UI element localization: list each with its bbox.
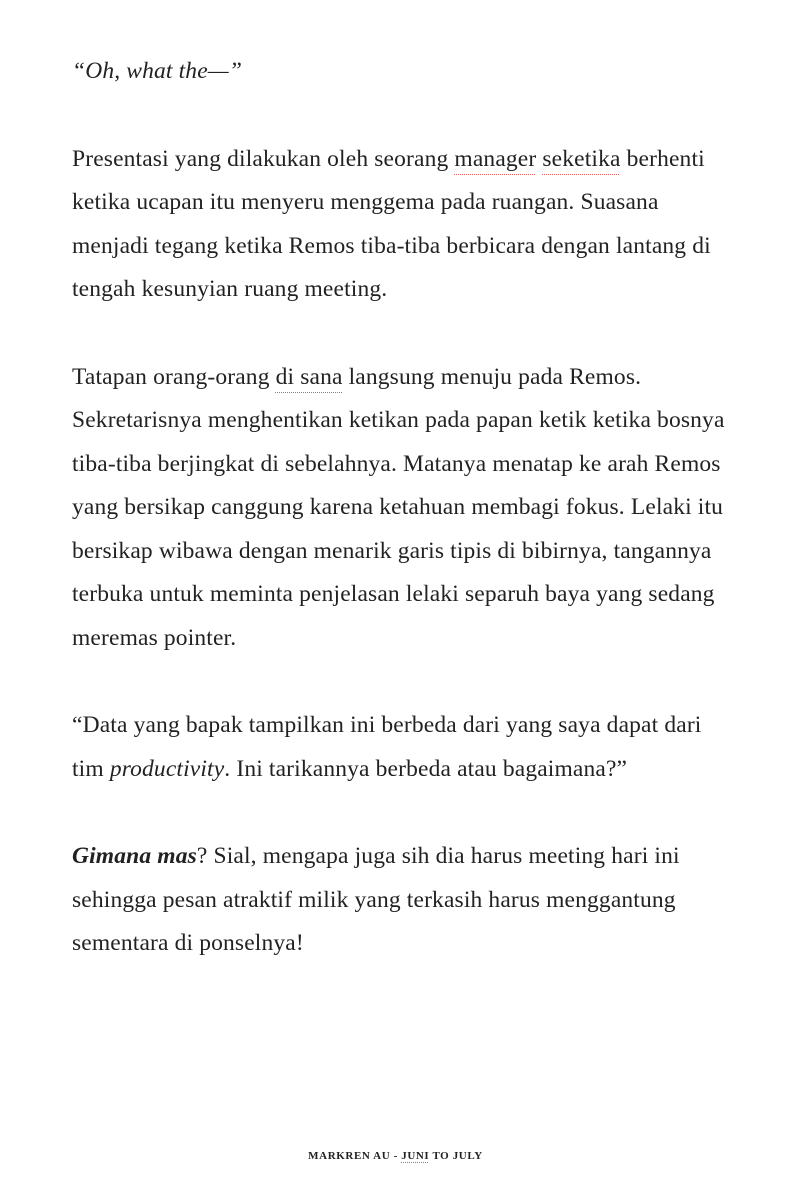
opening-quote: “Oh, what the—”	[72, 58, 243, 84]
paragraph-4	[72, 704, 732, 791]
footer-prefix: MARKREN AU -	[308, 1150, 402, 1162]
p4-text-b: . Ini tarikannya berbeda atau bagaimana?”	[224, 755, 628, 782]
p3-text-b: langsung menuju pada Remos. Sekretarisnya menghentikan ketikan pada papan ketik ketika bosnya tiba-tiba berjingkat di sebelahnya. Matanya menatap ke arah Remos yang bersikap canggung karena ketahuan membagi fokus. Lelaki itu bersikap wibawa dengan menarik garis tipis di bibirnya, tangannya terbuka untuk meminta penjelasan lelaki separuh baya yang sedang meremas pointer.	[72, 363, 725, 651]
p3-text-a: Tatapan orang-orang	[72, 363, 276, 390]
p5-text-b: ? Sial, mengapa juga sih dia harus meeting hari ini sehingga pesan atraktif milik yang terkasih harus menggantung sementara di ponselnya!	[72, 843, 680, 956]
paragraph-3	[72, 356, 732, 661]
paragraph-1	[72, 50, 732, 94]
word-manager: manager	[454, 145, 537, 172]
p2-text-b: berhenti ketika ucapan itu menyeru menggema pada ruangan. Suasana menjadi tegang ketika Remos tiba-tiba berbicara dengan lantang di tengah kesunyian ruang meeting.	[72, 145, 711, 302]
paragraph-2	[72, 138, 732, 312]
word-di-sana: di sana	[275, 363, 343, 390]
p4-text-a: “Data yang bapak tampilkan ini berbeda dari yang saya dapat dari tim	[72, 712, 702, 782]
word-seketika: seketika	[542, 145, 621, 172]
p2-text-a: Presentasi yang dilakukan oleh seorang	[72, 145, 455, 172]
page-footer	[0, 1150, 791, 1162]
footer-suffix: TO JULY	[429, 1150, 483, 1162]
paragraph-5	[72, 835, 732, 966]
word-productivity: productivity	[109, 755, 225, 782]
phrase-gimana-mas: Gimana mas	[72, 843, 197, 869]
story-page	[72, 50, 732, 966]
footer-juni: JUNI	[401, 1150, 430, 1162]
